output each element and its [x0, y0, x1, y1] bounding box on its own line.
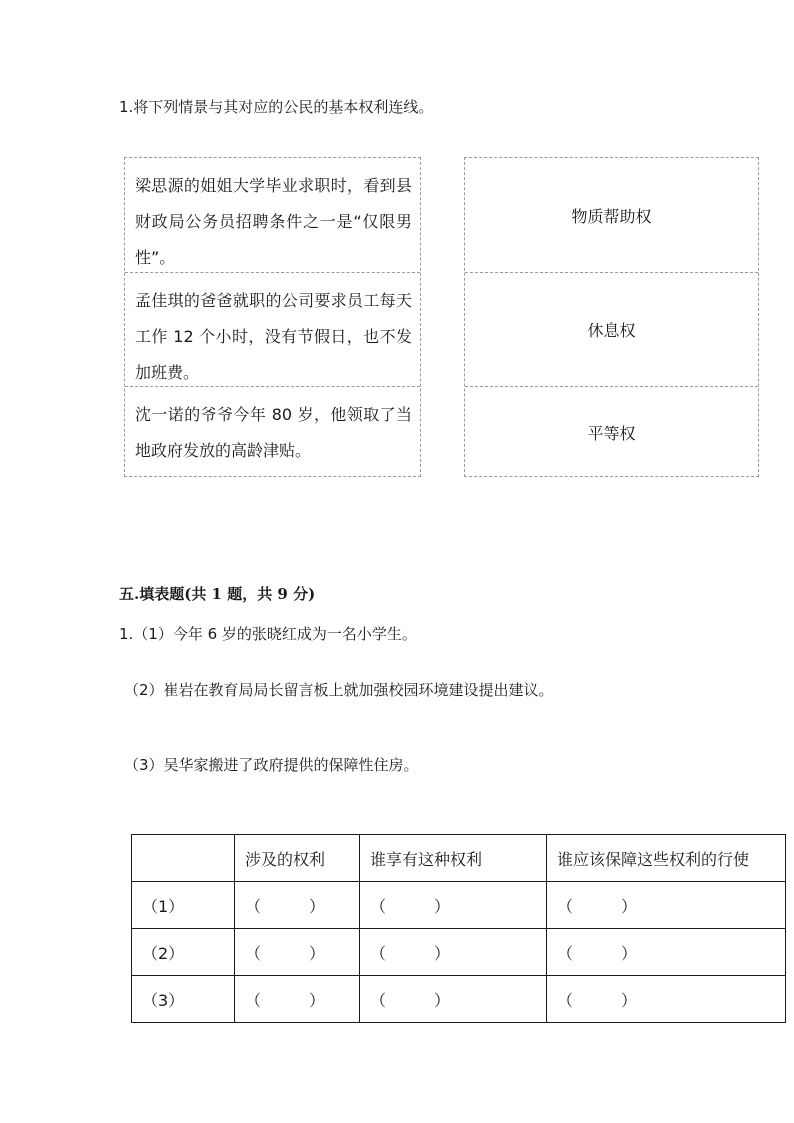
right-rest: 休息权 — [465, 272, 758, 386]
row-label: （3） — [132, 976, 235, 1023]
situation-3: （3）吴华家搬进了政府提供的保障性住房。 — [124, 756, 419, 774]
answer-blank[interactable]: （ ） — [360, 976, 547, 1023]
situation-1: 1.（1）今年 6 岁的张晓红成为一名小学生。 — [119, 625, 417, 643]
table-row — [132, 882, 786, 929]
answer-blank[interactable]: （ ） — [547, 929, 786, 976]
answer-blank[interactable]: （ ） — [235, 929, 360, 976]
table-row — [132, 929, 786, 976]
answer-blank[interactable]: （ ） — [360, 882, 547, 929]
situation-2: （2）崔岩在教育局局长留言板上就加强校园环境建设提出建议。 — [124, 681, 554, 699]
right-material-assistance: 物质帮助权 — [571, 206, 652, 226]
table-header-holder: 谁享有这种权利 — [360, 835, 547, 882]
answer-blank[interactable]: （ ） — [235, 976, 360, 1023]
table-header-guarantor: 谁应该保障这些权利的行使 — [547, 835, 786, 882]
table-header-right: 涉及的权利 — [235, 835, 360, 882]
question-1-title: 1.将下列情景与其对应的公民的基本权利连线。 — [119, 98, 434, 116]
table-header-corner — [132, 835, 235, 882]
rights-column — [464, 157, 759, 477]
scenario-2: 孟佳琪的爸爸就职的公司要求员工每天工作 12 个小时，没有节假日，也不发加班费。 — [125, 272, 420, 386]
answer-blank[interactable]: （ ） — [360, 929, 547, 976]
answer-blank[interactable]: （ ） — [547, 882, 786, 929]
fill-in-table — [131, 834, 786, 1023]
row-label: （1） — [132, 882, 235, 929]
section-5-title: 五.填表题(共 1 题，共 9 分) — [119, 585, 316, 603]
answer-blank[interactable]: （ ） — [547, 976, 786, 1023]
table-row — [132, 976, 786, 1023]
right-equality: 平等权 — [465, 386, 758, 478]
table-header-row — [132, 835, 786, 882]
scenario-1: 梁思源的姐姐大学毕业求职时，看到县财政局公务员招聘条件之一是“仅限男性”。 — [135, 176, 412, 267]
scenario-column — [124, 157, 421, 477]
scenario-3: 沈一诺的爷爷今年 80 岁，他领取了当地政府发放的高龄津贴。 — [125, 386, 420, 478]
row-label: （2） — [132, 929, 235, 976]
answer-blank[interactable]: （ ） — [235, 882, 360, 929]
